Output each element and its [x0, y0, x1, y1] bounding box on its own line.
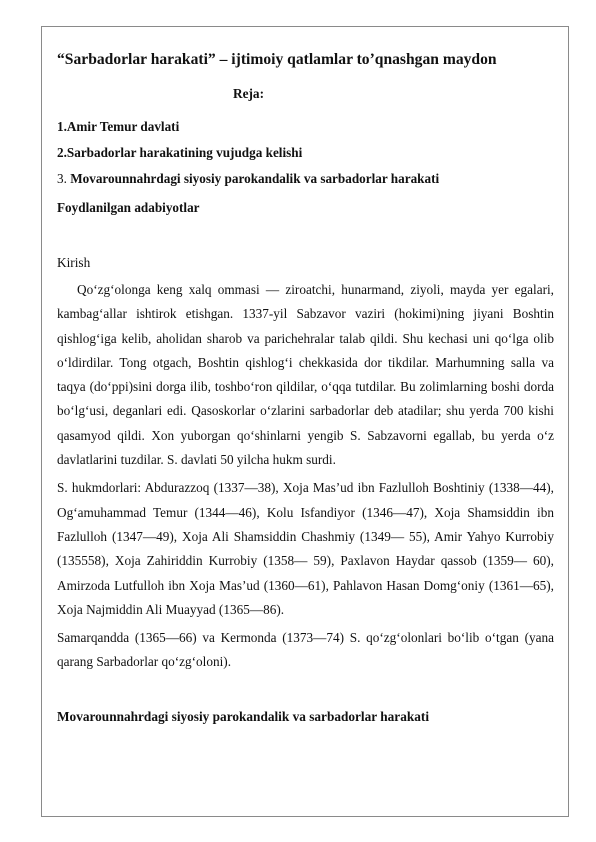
- paragraph: Qo‘zg‘olonga keng xalq ommasi — ziroatchi, hunarmand, ziyoli, mayda yer egalari, kambag‘allar ishtirok etishgan. 1337-yil Sabzavor vaziri (hokimi)ning jiyani Boshtin qishlog‘iga kelib, aholidan sharob va parichehralar talab qildi. Shu kechasi uni qo‘lga olib o‘ldirdilar. Tong otgach, Boshtin qishlog‘i chekkasida dor tikdilar. Marhumning salla va taqya (do‘ppi)sini dorga ilib, toshbo‘ron qildilar, o‘qqa tutdilar. Bu zolimlarning boshi dorda bo‘lg‘usi, deganlari edi. Qasoskorlar o‘zlarini sarbadorlar deb atadilar; shu yerda 700 kishi qasamyod qildi. Xon yuborgan qo‘shinlarni yengib S. Sabzavorni egallab, bu yerda o‘z davlatlarini tuzdilar. S. davlati 50 yilcha hukm surdi.: [57, 282, 554, 468]
- plan-heading: Reja:: [233, 86, 265, 101]
- plan-item: 2.Sarbadorlar harakatining vujudga kelishi: [57, 145, 303, 160]
- section-heading: Movarounnahrdagi siyosiy parokandalik va sarbadorlar harakati: [57, 708, 430, 724]
- paragraph: S. hukmdorlari: Abdurazzoq (1337—38), Xoja Mas’ud ibn Fazlulloh Boshtiniy (1338—44), Og‘amuhammad Temur (1344—46), Kolu Isfandiyor (1346—47), Xoja Shamsiddin ibn Fazlulloh (1347—49), Xoja Ali Shamsiddin Chashmiy (1349— 55), Amir Yahyo Kurrobiy (135558), Xoja Zahiriddin Kurrobiy (1358— 59), Paxlavon Haydar qassob (1359— 60), Amirzoda Lutfulloh ibn Xoja Mas’ud (1360—61), Pahlavon Hasan Domg‘oniy (1361—65), Xoja Najmiddin Ali Muayyad (1365—86).: [57, 480, 554, 617]
- intro-heading: Kirish: [57, 255, 91, 270]
- paragraph: Samarqandda (1365—66) va Kermonda (1373—74) S. qo‘zg‘olonlari bo‘lib o‘tgan (yana qarang Sarbadorlar qo‘zg‘oloni).: [57, 630, 554, 670]
- document-body: [57, 50, 554, 726]
- plan-list: [57, 118, 554, 217]
- plan-item-number: 3.: [57, 171, 71, 186]
- plan-item: Foydlanilgan adabiyotlar: [57, 200, 200, 215]
- plan-item: 3. Movarounnahrdagi siyosiy parokandalik va sarbadorlar harakati: [57, 171, 440, 186]
- plan-item: 1.Amir Temur davlati: [57, 119, 180, 134]
- document-title: “Sarbadorlar harakati” – ijtimoiy qatlamlar to’qnashgan maydon: [57, 51, 497, 68]
